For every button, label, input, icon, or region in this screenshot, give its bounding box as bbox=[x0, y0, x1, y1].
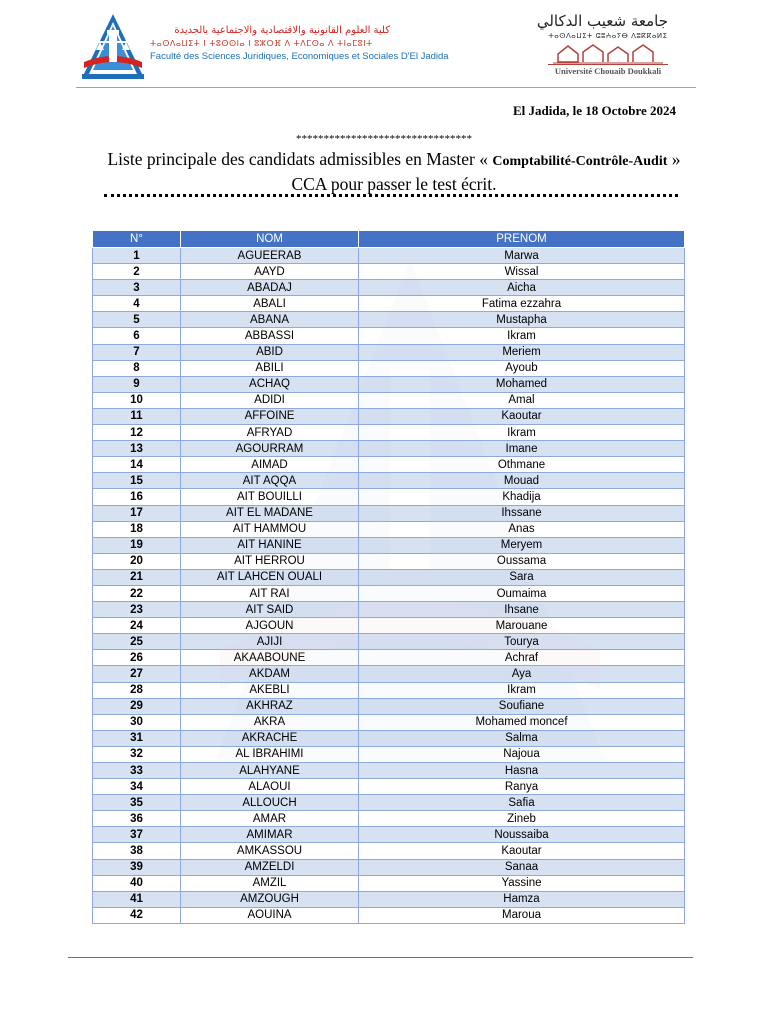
table-row bbox=[93, 248, 685, 264]
row-nom: AIT HAMMOU bbox=[181, 521, 359, 537]
title-part-1: Liste principale des candidats admissibles en Master « bbox=[107, 149, 493, 169]
table-row bbox=[93, 811, 685, 827]
row-prenom: Fatima ezzahra bbox=[359, 296, 685, 312]
row-nom: AMZELDI bbox=[181, 859, 359, 875]
table-row bbox=[93, 489, 685, 505]
row-number: 29 bbox=[93, 698, 181, 714]
row-prenom: Sara bbox=[359, 569, 685, 585]
row-nom: AJGOUN bbox=[181, 618, 359, 634]
row-prenom: Othmane bbox=[359, 457, 685, 473]
row-number: 13 bbox=[93, 441, 181, 457]
table-row bbox=[93, 907, 685, 923]
row-prenom: Salma bbox=[359, 730, 685, 746]
table-row bbox=[93, 746, 685, 762]
faculty-name-tifinagh: ⵜⴰⵙⴷⴰⵡⵉⵜ ⵏ ⵜⵓⵙⵙⵏⴰ ⵏ ⵓⵣⵔⴼ ⴷ ⵜⴷⵎⵙⴰ ⴷ ⵜⵏⴰⵎⵓⵏⵜ bbox=[150, 39, 373, 48]
row-number: 34 bbox=[93, 779, 181, 795]
table-row bbox=[93, 328, 685, 344]
table-row bbox=[93, 553, 685, 569]
row-nom: AAYD bbox=[181, 264, 359, 280]
row-number: 18 bbox=[93, 521, 181, 537]
row-nom: ABBASSI bbox=[181, 328, 359, 344]
row-number: 3 bbox=[93, 280, 181, 296]
row-number: 23 bbox=[93, 602, 181, 618]
row-number: 39 bbox=[93, 859, 181, 875]
row-prenom: Ikram bbox=[359, 425, 685, 441]
row-nom: AFFOINE bbox=[181, 408, 359, 424]
row-number: 41 bbox=[93, 891, 181, 907]
page-header bbox=[0, 0, 768, 90]
faculty-name-french: Faculté des Sciences Juridiques, Economiques et Sociales D'El Jadida bbox=[150, 51, 449, 62]
row-nom: ABALI bbox=[181, 296, 359, 312]
row-number: 14 bbox=[93, 457, 181, 473]
table-row bbox=[93, 618, 685, 634]
row-prenom: Oumaima bbox=[359, 585, 685, 601]
table-row bbox=[93, 666, 685, 682]
row-nom: AGOURRAM bbox=[181, 441, 359, 457]
table-header-row bbox=[93, 231, 685, 248]
stars-separator: ******************************** bbox=[296, 133, 472, 145]
university-name-french: Université Chouaib Doukkali bbox=[548, 64, 668, 76]
row-prenom: Mustapha bbox=[359, 312, 685, 328]
university-name-arabic: جامعة شعيب الدكالي bbox=[536, 12, 668, 30]
table-row bbox=[93, 569, 685, 585]
row-prenom: Sanaa bbox=[359, 859, 685, 875]
row-nom: AIT EL MADANE bbox=[181, 505, 359, 521]
column-header-prenom: PRENOM bbox=[359, 231, 685, 248]
row-number: 5 bbox=[93, 312, 181, 328]
row-nom: AKDAM bbox=[181, 666, 359, 682]
row-nom: AGUEERAB bbox=[181, 248, 359, 264]
table-row bbox=[93, 521, 685, 537]
table-row bbox=[93, 441, 685, 457]
candidates-table bbox=[92, 230, 685, 924]
university-logo bbox=[553, 42, 663, 64]
faculty-name-arabic: كلية العلوم القانونية والاقتصادية والاجتماعية بالجديدة bbox=[174, 25, 390, 36]
table-row bbox=[93, 891, 685, 907]
row-nom: AOUINA bbox=[181, 907, 359, 923]
row-prenom: Zineb bbox=[359, 811, 685, 827]
row-prenom: Kaoutar bbox=[359, 408, 685, 424]
table-row bbox=[93, 650, 685, 666]
row-nom: AMKASSOU bbox=[181, 843, 359, 859]
row-nom: AJIJI bbox=[181, 634, 359, 650]
table-row bbox=[93, 537, 685, 553]
row-nom: AKHRAZ bbox=[181, 698, 359, 714]
row-number: 20 bbox=[93, 553, 181, 569]
title-program-name: Comptabilité-Contrôle-Audit bbox=[492, 154, 668, 169]
row-number: 28 bbox=[93, 682, 181, 698]
column-header-number: N° bbox=[93, 231, 181, 248]
table-row bbox=[93, 312, 685, 328]
row-number: 16 bbox=[93, 489, 181, 505]
row-number: 15 bbox=[93, 473, 181, 489]
row-nom: AIT SAID bbox=[181, 602, 359, 618]
row-number: 1 bbox=[93, 248, 181, 264]
row-nom: AIT AQQA bbox=[181, 473, 359, 489]
table-row bbox=[93, 859, 685, 875]
row-nom: AMIMAR bbox=[181, 827, 359, 843]
row-number: 25 bbox=[93, 634, 181, 650]
row-prenom: Amal bbox=[359, 392, 685, 408]
table-row bbox=[93, 408, 685, 424]
table-row bbox=[93, 585, 685, 601]
row-nom: AKEBLI bbox=[181, 682, 359, 698]
university-block bbox=[536, 12, 668, 76]
row-nom: AKRA bbox=[181, 714, 359, 730]
table-row bbox=[93, 682, 685, 698]
row-number: 38 bbox=[93, 843, 181, 859]
row-prenom: Aicha bbox=[359, 280, 685, 296]
row-prenom: Meriem bbox=[359, 344, 685, 360]
table-row bbox=[93, 763, 685, 779]
row-nom: ALAHYANE bbox=[181, 763, 359, 779]
row-number: 11 bbox=[93, 408, 181, 424]
row-nom: AIT RAI bbox=[181, 585, 359, 601]
row-nom: ALAOUI bbox=[181, 779, 359, 795]
row-prenom: Wissal bbox=[359, 264, 685, 280]
table-row bbox=[93, 827, 685, 843]
row-number: 33 bbox=[93, 763, 181, 779]
row-number: 22 bbox=[93, 585, 181, 601]
row-nom: ABANA bbox=[181, 312, 359, 328]
header-divider bbox=[76, 87, 696, 88]
row-prenom: Meryem bbox=[359, 537, 685, 553]
row-prenom: Ranya bbox=[359, 779, 685, 795]
row-number: 21 bbox=[93, 569, 181, 585]
row-prenom: Hamza bbox=[359, 891, 685, 907]
row-nom: AKRACHE bbox=[181, 730, 359, 746]
row-number: 26 bbox=[93, 650, 181, 666]
document-date: El Jadida, le 18 Octobre 2024 bbox=[513, 103, 676, 118]
row-number: 37 bbox=[93, 827, 181, 843]
row-prenom: Imane bbox=[359, 441, 685, 457]
row-nom: AMAR bbox=[181, 811, 359, 827]
row-prenom: Maroua bbox=[359, 907, 685, 923]
row-nom: ABADAJ bbox=[181, 280, 359, 296]
table-row bbox=[93, 280, 685, 296]
row-number: 36 bbox=[93, 811, 181, 827]
table-row bbox=[93, 505, 685, 521]
row-number: 40 bbox=[93, 875, 181, 891]
row-number: 30 bbox=[93, 714, 181, 730]
row-prenom: Ihsane bbox=[359, 602, 685, 618]
row-number: 10 bbox=[93, 392, 181, 408]
row-number: 4 bbox=[93, 296, 181, 312]
row-prenom: Mohamed moncef bbox=[359, 714, 685, 730]
row-nom: AIT LAHCEN OUALI bbox=[181, 569, 359, 585]
row-nom: AIT HERROU bbox=[181, 553, 359, 569]
row-prenom: Mouad bbox=[359, 473, 685, 489]
table-row bbox=[93, 730, 685, 746]
table-row bbox=[93, 698, 685, 714]
row-prenom: Oussama bbox=[359, 553, 685, 569]
row-nom: AIMAD bbox=[181, 457, 359, 473]
row-nom: ADIDI bbox=[181, 392, 359, 408]
row-prenom: Marwa bbox=[359, 248, 685, 264]
row-number: 32 bbox=[93, 746, 181, 762]
dotted-separator bbox=[104, 194, 678, 197]
row-prenom: Soufiane bbox=[359, 698, 685, 714]
row-number: 19 bbox=[93, 537, 181, 553]
university-name-tifinagh: ⵜⴰⵙⴷⴰⵡⵉⵜ ⵛⵓⵄⴰⵢⴱ ⴷⵓⴽⴽⴰⵍⵉ bbox=[548, 32, 668, 40]
table-row bbox=[93, 875, 685, 891]
table-row bbox=[93, 843, 685, 859]
table-row bbox=[93, 296, 685, 312]
row-number: 12 bbox=[93, 425, 181, 441]
row-nom: AIT HANINE bbox=[181, 537, 359, 553]
row-nom: AL IBRAHIMI bbox=[181, 746, 359, 762]
table-row bbox=[93, 473, 685, 489]
row-number: 35 bbox=[93, 795, 181, 811]
table-row bbox=[93, 634, 685, 650]
faculty-logo bbox=[80, 12, 146, 80]
row-number: 31 bbox=[93, 730, 181, 746]
row-prenom: Safia bbox=[359, 795, 685, 811]
table-row bbox=[93, 795, 685, 811]
row-prenom: Ikram bbox=[359, 328, 685, 344]
row-prenom: Tourya bbox=[359, 634, 685, 650]
row-number: 2 bbox=[93, 264, 181, 280]
row-number: 17 bbox=[93, 505, 181, 521]
row-prenom: Najoua bbox=[359, 746, 685, 762]
row-prenom: Achraf bbox=[359, 650, 685, 666]
row-prenom: Aya bbox=[359, 666, 685, 682]
table-row bbox=[93, 360, 685, 376]
table-row bbox=[93, 714, 685, 730]
row-prenom: Anas bbox=[359, 521, 685, 537]
row-nom: AMZOUGH bbox=[181, 891, 359, 907]
table-row bbox=[93, 779, 685, 795]
row-number: 27 bbox=[93, 666, 181, 682]
row-nom: AIT BOUILLI bbox=[181, 489, 359, 505]
row-prenom: Ihssane bbox=[359, 505, 685, 521]
row-prenom: Yassine bbox=[359, 875, 685, 891]
row-prenom: Ayoub bbox=[359, 360, 685, 376]
row-nom: ABID bbox=[181, 344, 359, 360]
row-prenom: Kaoutar bbox=[359, 843, 685, 859]
row-prenom: Marouane bbox=[359, 618, 685, 634]
table-row bbox=[93, 264, 685, 280]
row-number: 8 bbox=[93, 360, 181, 376]
table-row bbox=[93, 392, 685, 408]
table-row bbox=[93, 376, 685, 392]
row-nom: AKAABOUNE bbox=[181, 650, 359, 666]
faculty-name-block bbox=[150, 24, 449, 63]
table-row bbox=[93, 344, 685, 360]
table-row bbox=[93, 602, 685, 618]
row-nom: ACHAQ bbox=[181, 376, 359, 392]
row-nom: ALLOUCH bbox=[181, 795, 359, 811]
row-prenom: Noussaiba bbox=[359, 827, 685, 843]
title-part-3: » CCA pour passer le test écrit. bbox=[291, 149, 681, 194]
row-prenom: Mohamed bbox=[359, 376, 685, 392]
table-row bbox=[93, 457, 685, 473]
row-prenom: Hasna bbox=[359, 763, 685, 779]
row-prenom: Khadija bbox=[359, 489, 685, 505]
row-number: 24 bbox=[93, 618, 181, 634]
row-number: 6 bbox=[93, 328, 181, 344]
row-number: 7 bbox=[93, 344, 181, 360]
row-prenom: Ikram bbox=[359, 682, 685, 698]
row-number: 9 bbox=[93, 376, 181, 392]
document-title bbox=[100, 148, 688, 196]
row-nom: AMZIL bbox=[181, 875, 359, 891]
footer-divider bbox=[68, 957, 693, 958]
column-header-nom: NOM bbox=[181, 231, 359, 248]
table-row bbox=[93, 425, 685, 441]
row-nom: AFRYAD bbox=[181, 425, 359, 441]
row-number: 42 bbox=[93, 907, 181, 923]
row-nom: ABILI bbox=[181, 360, 359, 376]
